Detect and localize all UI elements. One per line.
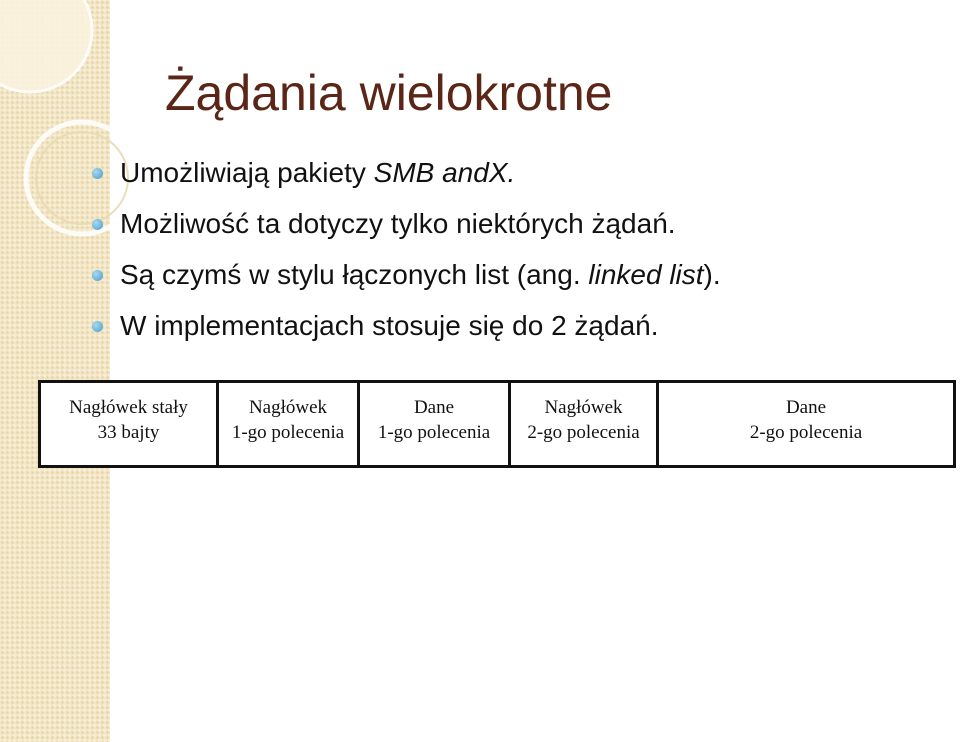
cell-line: Nagłówek stały [69, 397, 188, 418]
packet-cell-second-command-header [511, 383, 659, 465]
packet-cell-first-command-data [360, 383, 511, 465]
cell-line: Dane [785, 397, 827, 418]
bullet-dot-icon [92, 168, 103, 179]
bullet-item [90, 305, 721, 356]
bullet-item [90, 203, 721, 254]
bullet-list [90, 152, 721, 356]
bullet-text: W implementacjach stosuje się do 2 żądań. [120, 310, 659, 341]
bullet-dot-icon [92, 270, 103, 281]
bullet-item [90, 152, 721, 203]
cell-line: 1-go polecenia [231, 422, 345, 443]
cell-line: Nagłówek [248, 397, 328, 418]
cell-line: 2-go polecenia [749, 422, 863, 443]
bullet-italic-text: SMB andX. [373, 157, 516, 188]
bullet-italic-text: linked list [588, 259, 704, 290]
bullet-text: Możliwość ta dotyczy tylko niektórych żądań. [120, 208, 676, 239]
packet-structure-diagram [38, 380, 956, 468]
cell-line: 33 bajty [97, 422, 160, 443]
slide-title: Żądania wielokrotne [165, 65, 613, 121]
packet-cell-second-command-data [659, 383, 953, 465]
bullet-text: Są czymś w stylu łączonych list (ang. [120, 259, 589, 290]
bullet-text: Umożliwiają pakiety [120, 157, 374, 188]
cell-line: 2-go polecenia [527, 422, 640, 443]
cell-line: Dane [413, 397, 455, 418]
packet-cell-first-command-header [219, 383, 360, 465]
bullet-dot-icon [92, 321, 103, 332]
packet-cell-fixed-header [41, 383, 219, 465]
bullet-trailing-text: ). [703, 259, 721, 290]
bullet-item [90, 254, 721, 305]
bullet-dot-icon [92, 219, 103, 230]
cell-line: Nagłówek [544, 397, 623, 418]
cell-line: 1-go polecenia [377, 422, 491, 443]
